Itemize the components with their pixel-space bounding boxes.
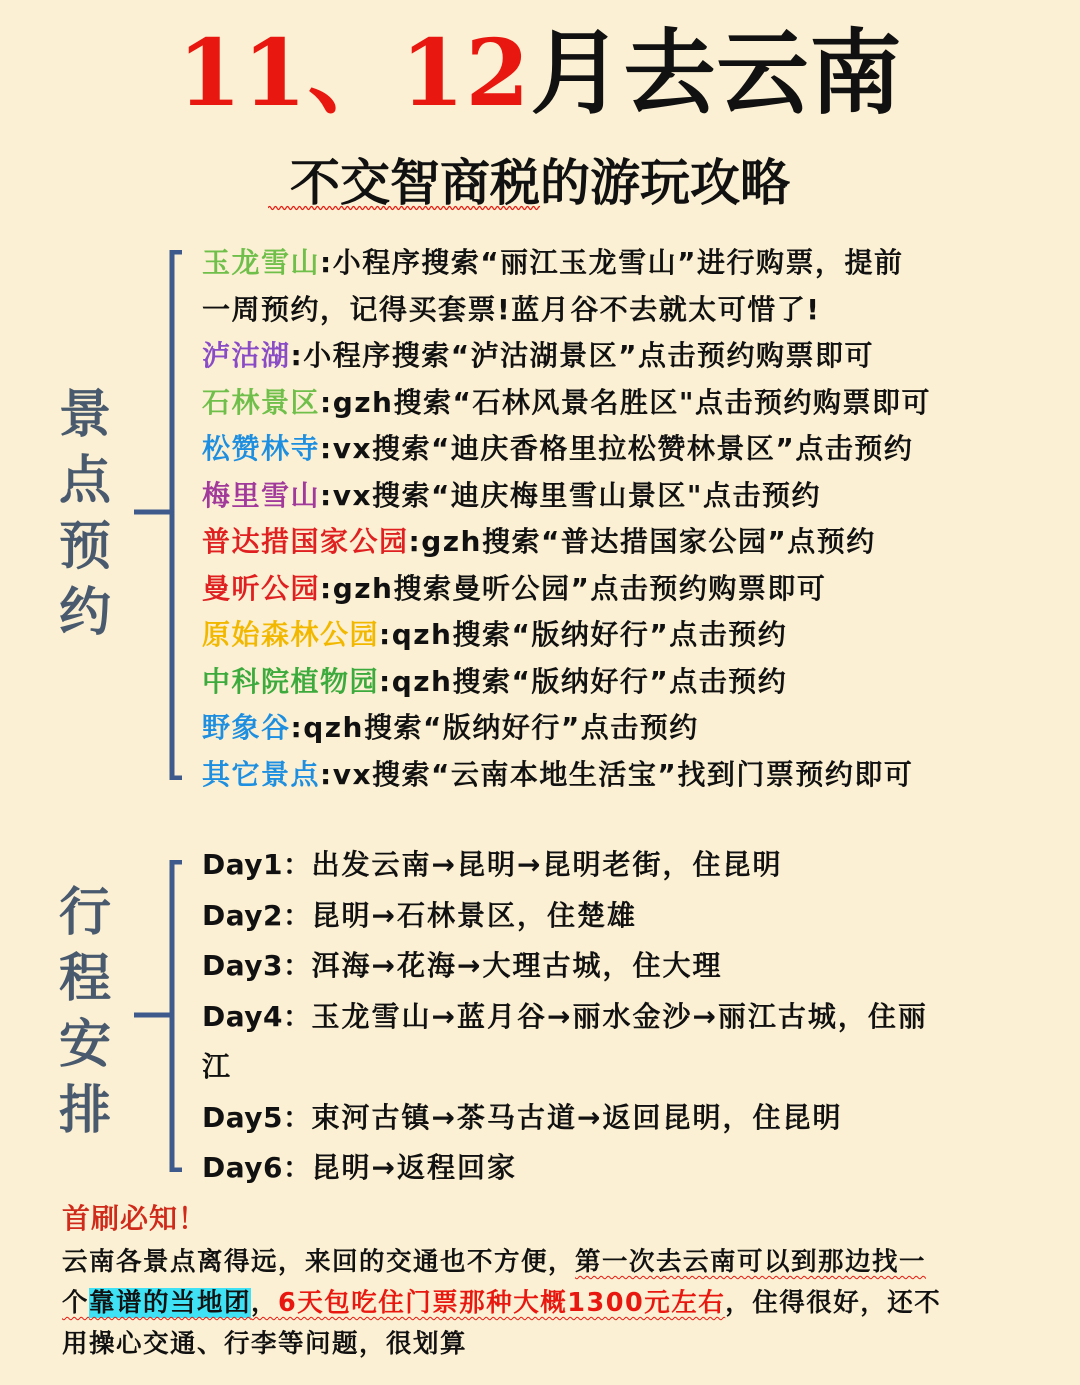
itinerary-day: Day5： xyxy=(202,1100,312,1134)
itinerary-line xyxy=(202,891,1062,942)
spot-line xyxy=(202,705,1062,752)
section-label-char: 点 xyxy=(58,450,111,511)
spot-line xyxy=(202,380,1062,427)
spot-text: :qzh搜索“版纳好行”点击预约 xyxy=(379,618,788,651)
spot-text: :vx搜索“迪庆香格里拉松赞林景区”点击预约 xyxy=(320,432,914,465)
subtitle-squiggle-decoration xyxy=(268,204,540,212)
section-label-char: 景 xyxy=(58,384,111,445)
section-label-char: 行 xyxy=(58,882,111,943)
notice-text: ，住得很好，还不 xyxy=(725,1288,942,1318)
notice-line xyxy=(62,1324,1062,1365)
title-part-red: 11、12 xyxy=(177,19,531,127)
section-label-char: 程 xyxy=(58,948,111,1009)
itinerary-line xyxy=(202,1042,1062,1093)
itinerary-text: 玉龙雪山→蓝月谷→丽水金沙→丽江古城，住丽 xyxy=(311,999,928,1033)
notice-section xyxy=(62,1196,1062,1365)
itinerary-text: 江 xyxy=(202,1050,233,1083)
section-label-char: 安 xyxy=(58,1014,111,1075)
spot-line xyxy=(202,566,1062,613)
spot-text: :小程序搜索“泸沽湖景区”点击预约购票即可 xyxy=(290,339,875,372)
itinerary-text: 昆明→石林景区，住楚雄 xyxy=(311,898,637,932)
spot-text: 一周预约，记得买套票!蓝月谷不去就太可惜了! xyxy=(202,292,821,326)
itinerary-text: 出发云南→昆明→昆明老街，住昆明 xyxy=(311,848,783,881)
notice-red-text: 6天包吃住门票那种大概1300元左右 xyxy=(278,1288,726,1318)
spots-bracket xyxy=(130,250,190,780)
notice-text: 云南各景点离得远，来回的交通也不方便， xyxy=(62,1247,576,1277)
spot-name: 玉龙雪山 xyxy=(202,246,321,279)
notice-text: 用操心交通、行李等问题，很划算 xyxy=(62,1329,468,1359)
page-subtitle: 不交智商税的游玩攻略 xyxy=(290,153,790,212)
spot-line xyxy=(202,333,1062,380)
section-label-plan xyxy=(55,880,115,1144)
notice-line xyxy=(62,1283,1062,1324)
itinerary-line xyxy=(202,840,1062,891)
spot-line xyxy=(202,287,1062,334)
spot-text: :vx搜索“云南本地生活宝”找到门票预约即可 xyxy=(320,757,914,791)
spot-text: :gzh搜索“普达措国家公园”点预约 xyxy=(408,525,876,558)
itinerary-line xyxy=(202,1143,1062,1194)
itinerary-day: Day6： xyxy=(202,1151,312,1184)
spot-name: 其它景点 xyxy=(202,757,321,791)
notice-highlight: 靠谱的当地团 xyxy=(89,1288,252,1318)
title-part-black: 月去云南 xyxy=(530,19,903,127)
itinerary-day: Day2： xyxy=(202,898,312,932)
section-label-spots xyxy=(55,382,115,646)
spot-text: :vx搜索“迪庆梅里雪山景区"点击预约 xyxy=(320,478,822,512)
itinerary-list xyxy=(202,840,1062,1194)
spot-text: :gzh搜索“石林风景名胜区"点击预约购票即可 xyxy=(320,385,931,419)
spot-text: :小程序搜索“丽江玉龙雪山”进行购票，提前 xyxy=(320,246,904,279)
spot-line xyxy=(202,659,1062,706)
plan-bracket xyxy=(130,860,190,1172)
spot-name: 中科院植物园 xyxy=(202,664,380,698)
notice-line xyxy=(62,1242,1062,1283)
notice-title: 首刷必知！ xyxy=(62,1202,208,1235)
spot-text: :gzh搜索曼听公园”点击预约购票即可 xyxy=(320,571,827,605)
spot-line xyxy=(202,473,1062,520)
itinerary-text: 昆明→返程回家 xyxy=(311,1151,517,1184)
notice-text-underlined: 第一次去云南可以到那边找一 xyxy=(575,1247,927,1277)
spot-name: 野象谷 xyxy=(202,711,291,744)
spot-line xyxy=(202,426,1062,473)
spot-name: 松赞林寺 xyxy=(202,432,321,465)
itinerary-line xyxy=(202,941,1062,992)
spot-name: 原始森林公园 xyxy=(202,618,380,651)
section-label-char: 预 xyxy=(58,516,111,577)
notice-text-underlined: 个 xyxy=(62,1288,90,1318)
itinerary-day: Day1： xyxy=(202,848,312,881)
spot-name: 普达措国家公园 xyxy=(202,525,409,558)
spot-text: :qzh搜索“版纳好行”点击预约 xyxy=(290,711,699,744)
spot-line xyxy=(202,240,1062,287)
spot-name: 石林景区 xyxy=(202,385,321,419)
spot-text: :qzh搜索“版纳好行”点击预约 xyxy=(379,664,788,698)
page-title xyxy=(0,18,1080,128)
spot-line xyxy=(202,752,1062,799)
itinerary-text: 束河古镇→茶马古道→返回昆明，住昆明 xyxy=(311,1100,843,1134)
spot-name: 梅里雪山 xyxy=(202,478,321,512)
notice-body xyxy=(62,1242,1062,1365)
itinerary-day: Day4： xyxy=(202,999,312,1033)
itinerary-day: Day3： xyxy=(202,949,312,982)
spot-line xyxy=(202,612,1062,659)
spot-line xyxy=(202,519,1062,566)
spot-name: 曼听公园 xyxy=(202,571,321,605)
section-label-char: 排 xyxy=(58,1080,111,1141)
itinerary-line xyxy=(202,992,1062,1043)
itinerary-text: 洱海→花海→大理古城，住大理 xyxy=(311,949,723,982)
spot-name: 泸沽湖 xyxy=(202,339,291,372)
section-label-char: 约 xyxy=(58,582,111,643)
notice-text-underlined: ， xyxy=(251,1288,279,1318)
itinerary-line xyxy=(202,1093,1062,1144)
spots-list xyxy=(202,240,1062,798)
